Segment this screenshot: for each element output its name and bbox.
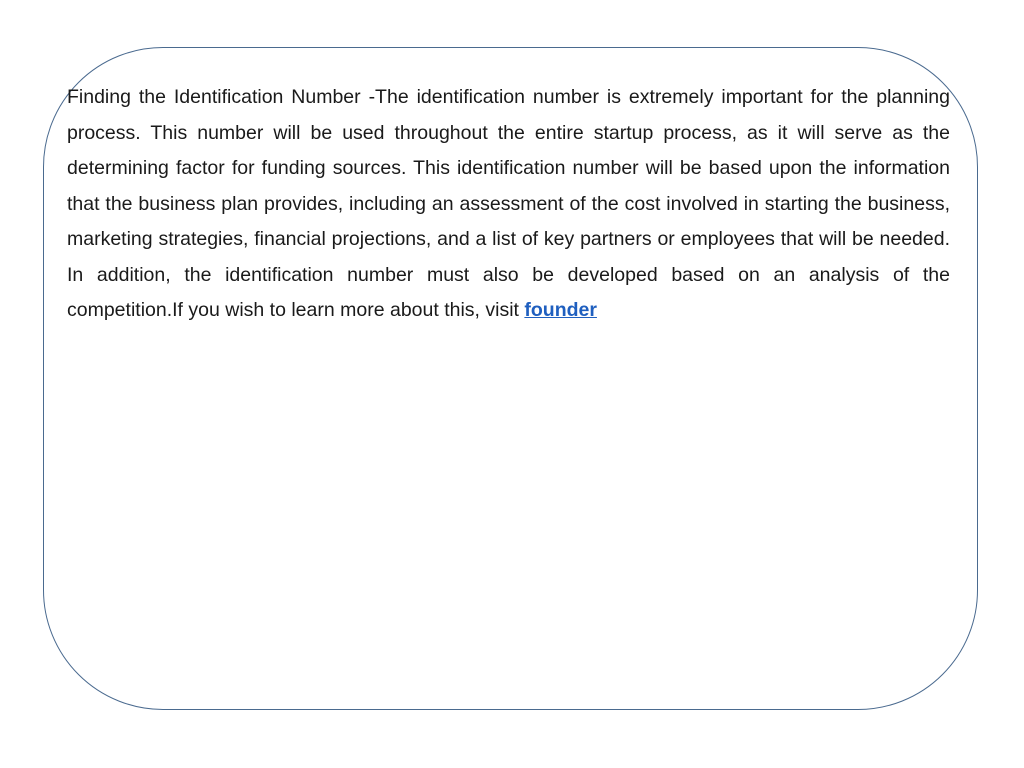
body-paragraph bbox=[67, 80, 950, 329]
paragraph-text: Finding the Identification Number -The identification number is extremely important for the planning process. This number will be used throughout the entire startup process, as it will serve as the determining factor for funding sources. This identification number will be based upon the information that the business plan provides, including an assessment of the cost involved in starting the business, marketing strategies, financial projections, and a list of key partners or employees that will be needed. In addition, the identification number must also be developed based on an analysis of the competition.If you wish to learn more about this, visit bbox=[67, 86, 950, 321]
founder-link[interactable]: founder bbox=[524, 299, 597, 321]
